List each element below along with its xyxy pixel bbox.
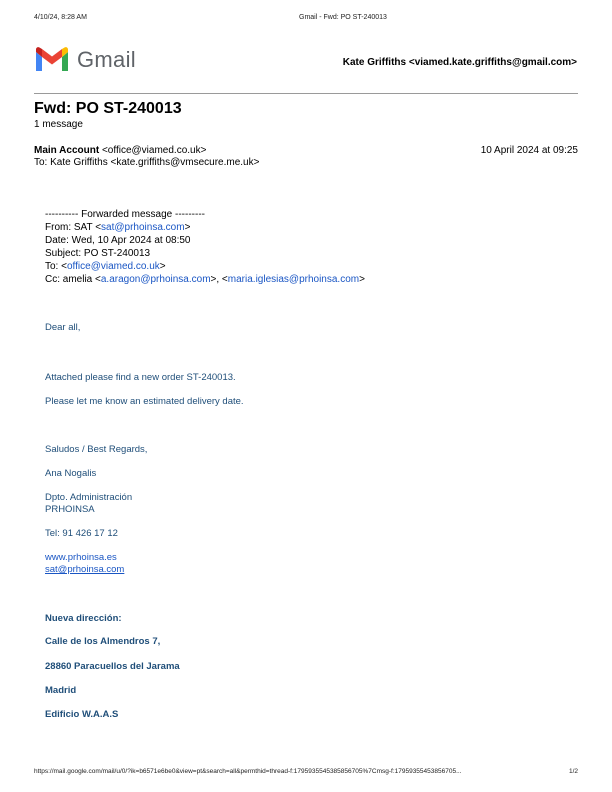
body-regards: Saludos / Best Regards, [45, 444, 148, 455]
signature-web-link[interactable]: www.prhoinsa.es [45, 552, 117, 563]
message-date: 10 April 2024 at 09:25 [480, 145, 578, 156]
fwd-cc-email2-link[interactable]: maria.iglesias@prhoinsa.com [227, 274, 360, 285]
print-url: https://mail.google.com/mail/u/0/?ik=b6571e6be0&view=pt&search=all&permthid=thread-f:1795935545385856705%7Cmsg-f:17959355453856705... [34, 768, 462, 775]
body-line-2: Please let me know an estimated delivery date. [45, 396, 244, 407]
address-city: 28860 Paracuellos del Jarama [45, 661, 180, 672]
fwd-cc-label: Cc: amelia < [45, 274, 101, 285]
message-from [34, 145, 206, 156]
from-name: Main Account [34, 145, 100, 156]
gmail-wordmark: Gmail [77, 47, 136, 72]
fwd-from-email-link[interactable]: sat@prhoinsa.com [101, 222, 185, 233]
signature-tel: Tel: 91 426 17 12 [45, 528, 118, 539]
forwarded-cc [45, 274, 365, 285]
forwarded-to [45, 261, 166, 272]
body-greeting: Dear all, [45, 322, 81, 333]
signature-name: Ana Nogalis [45, 468, 97, 479]
forwarded-date: Date: Wed, 10 Apr 2024 at 08:50 [45, 235, 191, 246]
print-title: Gmail - Fwd: PO ST-240013 [299, 14, 387, 21]
fwd-cc-mid: >, < [210, 274, 228, 285]
address-region: Madrid [45, 685, 77, 696]
print-datetime: 4/10/24, 8:28 AM [34, 14, 87, 21]
thread-subject: Fwd: PO ST-240013 [34, 100, 182, 117]
fwd-cc-email1-link[interactable]: a.aragon@prhoinsa.com [100, 274, 211, 285]
header-divider [34, 93, 578, 94]
gmail-logo-icon [34, 46, 70, 73]
signature-dept: Dpto. Administración [45, 492, 133, 503]
forwarded-separator: ---------- Forwarded message --------- [45, 209, 205, 220]
message-count: 1 message [34, 119, 83, 130]
new-address-label: Nueva dirección: [45, 613, 122, 624]
forwarded-from [45, 222, 190, 233]
address-building: Edificio W.A.A.S [45, 709, 119, 720]
body-line-1: Attached please find a new order ST-240013. [45, 372, 236, 383]
fwd-from-label: From: SAT < [45, 222, 102, 233]
signature-email-link[interactable]: sat@prhoinsa.com [45, 564, 125, 575]
print-page-number: 1/2 [568, 768, 578, 775]
message-to: To: Kate Griffiths <kate.griffiths@vmsecure.me.uk> [34, 157, 260, 168]
fwd-to-email-link[interactable]: office@viamed.co.uk [66, 261, 160, 272]
address-street: Calle de los Almendros 7, [45, 636, 161, 647]
fwd-to-label: To: < [45, 261, 67, 272]
forwarded-subject: Subject: PO ST-240013 [45, 248, 151, 259]
account-user: Kate Griffiths <viamed.kate.griffiths@gmail.com> [342, 57, 577, 68]
fwd-cc-end: > [359, 274, 365, 285]
fwd-to-end: > [159, 261, 166, 272]
from-email: <office@viamed.co.uk> [101, 145, 207, 156]
signature-company: PRHOINSA [45, 504, 95, 515]
fwd-from-end: > [184, 222, 191, 233]
